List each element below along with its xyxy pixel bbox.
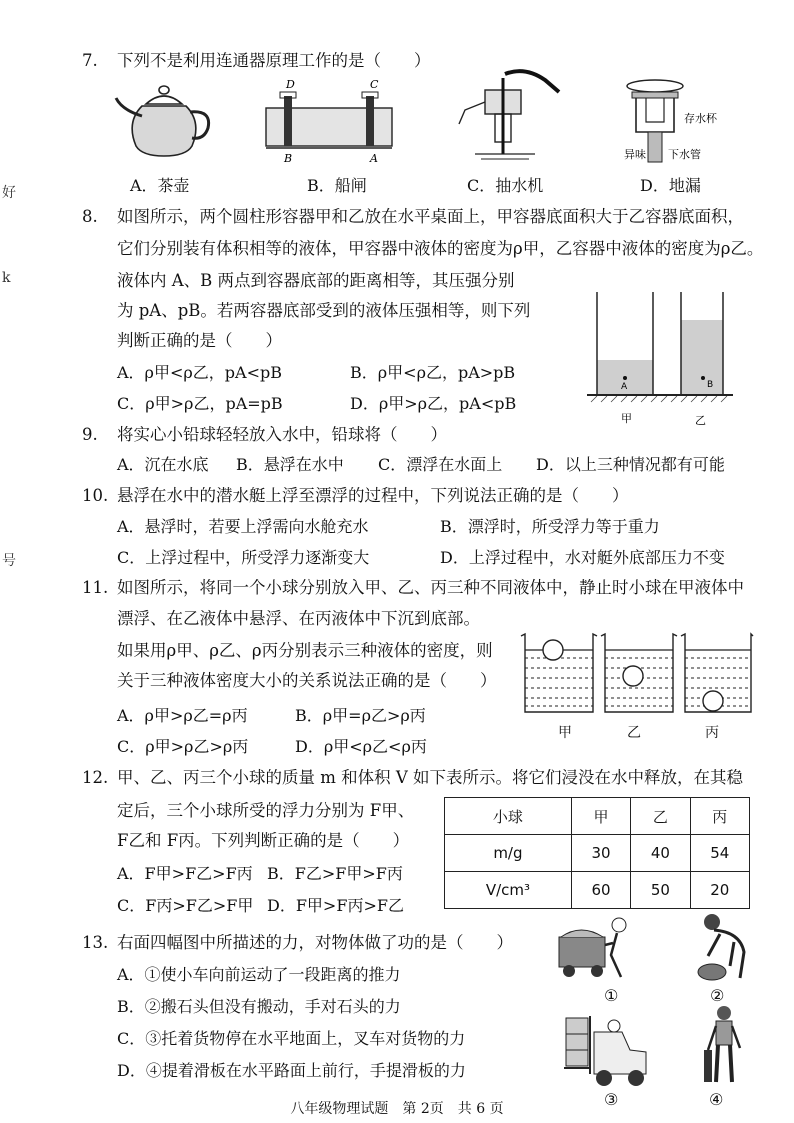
table-cell: 20 bbox=[690, 872, 749, 909]
question-line: 液体内 A、B 两点到容器底部的距离相等，其压强分别 bbox=[117, 271, 515, 290]
question-line: 甲、乙、丙三个小球的质量 m 和体积 V 如下表所示。将它们浸没在水中释放，在其稳 bbox=[117, 768, 744, 787]
table-cell: 60 bbox=[571, 872, 630, 909]
question-number: 12. bbox=[82, 768, 109, 787]
picture-number-2: ② bbox=[710, 986, 725, 1005]
question-line: 关于三种液体密度大小的关系说法正确的是（ ） bbox=[117, 671, 497, 690]
question-number: 9. bbox=[82, 425, 98, 444]
drain-label-smell: 异味 bbox=[624, 148, 646, 161]
option-c: C．F丙>F乙>F甲 bbox=[117, 896, 254, 915]
option-c: C．ρ甲>ρ乙>ρ丙 bbox=[117, 737, 249, 756]
table-cell: m/g bbox=[445, 835, 572, 872]
option-a: A．茶壶 bbox=[130, 176, 190, 195]
question-number: 13. bbox=[82, 933, 109, 952]
option-a: A．沉在水底 bbox=[117, 455, 209, 474]
page-footer: 八年级物理试题 第 2页 共 6 页 bbox=[290, 1101, 504, 1117]
point-b-label: B bbox=[707, 380, 714, 390]
lift-rock-figure bbox=[690, 912, 760, 984]
table-row bbox=[445, 872, 750, 909]
question-number: 10. bbox=[82, 486, 109, 505]
question-line: 漂浮、在乙液体中悬浮、在丙液体中下沉到底部。 bbox=[117, 609, 480, 628]
table-cell: 40 bbox=[631, 835, 690, 872]
option-d: D．上浮过程中，水对艇外底部压力不变 bbox=[440, 548, 725, 567]
margin-mark: 好 bbox=[2, 185, 16, 201]
option-b: B．漂浮时，所受浮力等于重力 bbox=[440, 517, 660, 536]
option-b: B．②搬石头但没有搬动，手对石头的力 bbox=[117, 997, 401, 1016]
floor-drain-figure bbox=[620, 78, 730, 168]
question-number: 7. bbox=[82, 51, 98, 70]
table-header-cell: 乙 bbox=[631, 798, 690, 835]
option-c: C．抽水机 bbox=[467, 176, 544, 195]
option-b: B．ρ甲<ρ乙，pA>pB bbox=[350, 363, 516, 382]
drain-label-pipe: 下水管 bbox=[668, 148, 701, 161]
carry-skateboard-figure bbox=[700, 1004, 750, 1090]
two-containers-figure bbox=[585, 290, 735, 430]
table-cell: 30 bbox=[571, 835, 630, 872]
option-b: B．船闸 bbox=[307, 176, 367, 195]
drain-label-cup: 存水杯 bbox=[684, 112, 717, 125]
three-beakers-figure bbox=[515, 628, 755, 718]
table-cell: 50 bbox=[631, 872, 690, 909]
question-line: 为 pA、pB。若两容器底部受到的液体压强相等，则下列 bbox=[117, 301, 531, 320]
beaker-label-yi: 乙 bbox=[627, 725, 641, 741]
option-b: B．ρ甲=ρ乙>ρ丙 bbox=[295, 706, 426, 725]
forklift-figure bbox=[560, 1012, 655, 1092]
option-c: C．上浮过程中，所受浮力逐渐变大 bbox=[117, 548, 370, 567]
water-pump-figure bbox=[455, 68, 575, 168]
option-a: A．①使小车向前运动了一段距离的推力 bbox=[117, 965, 401, 984]
beaker-label-jia: 甲 bbox=[558, 725, 572, 741]
question-line: 它们分别装有体积相等的液体，甲容器中液体的密度为ρ甲，乙容器中液体的密度为ρ乙。 bbox=[117, 239, 764, 258]
option-d: D．以上三种情况都有可能 bbox=[536, 455, 725, 474]
table-header-row bbox=[445, 798, 750, 835]
table-header-cell: 小球 bbox=[445, 798, 572, 835]
option-b: B．F乙>F甲>F丙 bbox=[267, 864, 403, 883]
option-d: D．④提着滑板在水平路面上前行，手提滑板的力 bbox=[117, 1061, 466, 1080]
point-a-label: A bbox=[621, 382, 628, 392]
container-yi-label: 乙 bbox=[695, 414, 706, 427]
option-d: D．F甲>F丙>F乙 bbox=[267, 896, 404, 915]
question-stem: 悬浮在水中的潜水艇上浮至漂浮的过程中，下列说法正确的是（ ） bbox=[117, 486, 629, 505]
question-line: 如图所示，两个圆柱形容器甲和乙放在水平桌面上，甲容器底面积大于乙容器底面积， bbox=[117, 207, 744, 226]
picture-number-4: ④ bbox=[709, 1090, 724, 1109]
lock-label-d: D bbox=[286, 78, 295, 91]
option-b: B．悬浮在水中 bbox=[236, 455, 344, 474]
container-jia-label: 甲 bbox=[621, 412, 632, 425]
option-c: C．③托着货物停在水平地面上，叉车对货物的力 bbox=[117, 1029, 466, 1048]
question-number: 8. bbox=[82, 207, 98, 226]
table-cell: V/cm³ bbox=[445, 872, 572, 909]
option-c: C．漂浮在水面上 bbox=[378, 455, 503, 474]
question-line: 如图所示，将同一个小球分别放入甲、乙、丙三种不同液体中，静止时小球在甲液体中 bbox=[117, 578, 744, 597]
ship-lock-figure bbox=[262, 78, 397, 168]
question-line: 定后，三个小球所受的浮力分别为 F甲、 bbox=[117, 801, 415, 820]
question-number: 11. bbox=[82, 578, 109, 597]
question-line: 判断正确的是（ ） bbox=[117, 331, 282, 350]
picture-number-3: ③ bbox=[604, 1090, 619, 1109]
option-d: D．ρ甲<ρ乙<ρ丙 bbox=[295, 737, 427, 756]
option-a: A．F甲>F乙>F丙 bbox=[117, 864, 253, 883]
ball-data-table bbox=[444, 797, 750, 909]
table-row bbox=[445, 835, 750, 872]
option-a: A．悬浮时，若要上浮需向水舱充水 bbox=[117, 517, 369, 536]
table-header-cell: 甲 bbox=[571, 798, 630, 835]
margin-mark: k bbox=[2, 270, 11, 286]
table-header-cell: 丙 bbox=[690, 798, 749, 835]
question-stem: 右面四幅图中所描述的力，对物体做了功的是（ ） bbox=[117, 933, 513, 952]
question-line: 如果用ρ甲、ρ乙、ρ丙分别表示三种液体的密度，则 bbox=[117, 641, 493, 660]
question-line: F乙和 F丙。下列判断正确的是（ ） bbox=[117, 831, 410, 850]
option-c: C．ρ甲>ρ乙，pA=pB bbox=[117, 394, 283, 413]
option-a: A．ρ甲>ρ乙=ρ丙 bbox=[117, 706, 248, 725]
push-cart-figure bbox=[555, 915, 635, 983]
lock-label-c: C bbox=[370, 78, 379, 91]
question-stem: 将实心小铅球轻轻放入水中，铅球将（ ） bbox=[117, 425, 447, 444]
margin-mark: 号 bbox=[2, 553, 16, 569]
table-cell: 54 bbox=[690, 835, 749, 872]
option-d: D．地漏 bbox=[640, 176, 701, 195]
option-d: D．ρ甲>ρ乙，pA<pB bbox=[350, 394, 517, 413]
beaker-label-bing: 丙 bbox=[705, 725, 719, 741]
teapot-figure bbox=[112, 82, 214, 160]
picture-number-1: ① bbox=[604, 986, 619, 1005]
lock-label-b: B bbox=[284, 152, 293, 165]
question-stem: 下列不是利用连通器原理工作的是（ ） bbox=[117, 51, 431, 70]
lock-label-a: A bbox=[370, 152, 378, 165]
option-a: A．ρ甲<ρ乙，pA<pB bbox=[117, 363, 282, 382]
